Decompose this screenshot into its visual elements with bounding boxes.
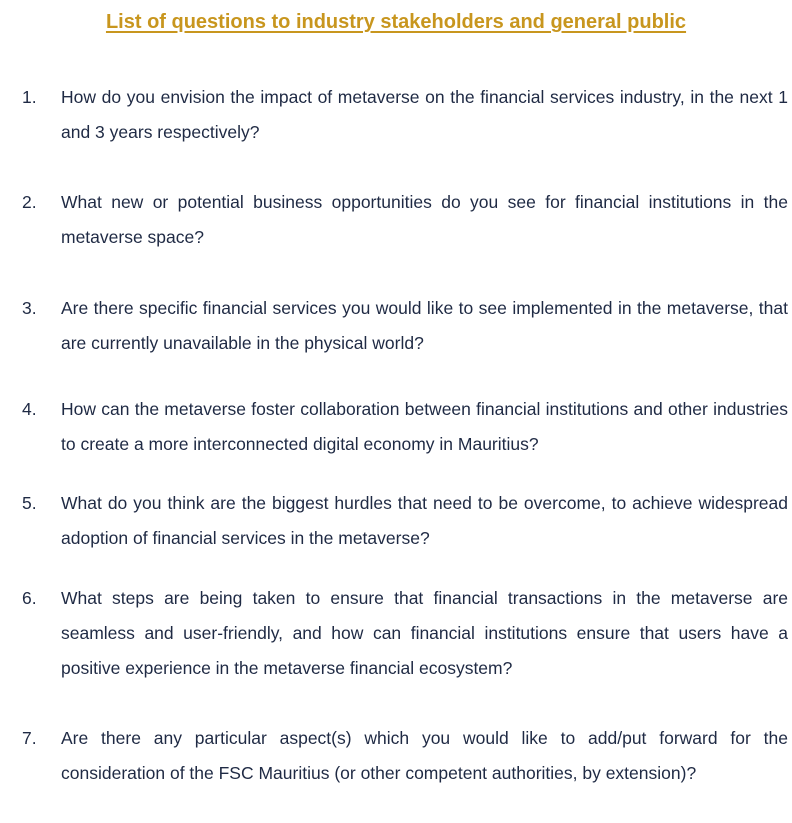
page-title: List of questions to industry stakeholders and general public [105, 11, 687, 33]
question-text: How do you envision the impact of metaverse on the financial services industry, in the next 1 and 3 years respectively? [61, 87, 788, 142]
question-text: How can the metaverse foster collaboration between financial institutions and other industries to create a more interconnected digital economy in Mauritius? [61, 399, 788, 454]
question-number: 1. [22, 87, 37, 107]
question-text: What new or potential business opportunities do you see for financial institutions in the metaverse space? [61, 192, 788, 247]
question-number: 2. [22, 192, 37, 212]
question-text: What do you think are the biggest hurdles that need to be overcome, to achieve widespread adoption of financial services in the metaverse? [61, 493, 788, 548]
question-number: 3. [22, 298, 37, 318]
question-number: 7. [22, 728, 37, 748]
question-number: 4. [22, 399, 37, 419]
question-text: What steps are being taken to ensure that financial transactions in the metaverse are seamless and user-friendly, and how can financial institutions ensure that users have a positive experience in the metaverse financial ecosystem? [61, 588, 788, 678]
question-number: 5. [22, 493, 37, 513]
question-text: Are there any particular aspect(s) which you would like to add/put forward for the consideration of the FSC Mauritius (or other competent authorities, by extension)? [61, 728, 788, 783]
question-text: Are there specific financial services you would like to see implemented in the metaverse, that are currently unavailable in the physical world? [61, 298, 788, 353]
question-number: 6. [22, 588, 37, 608]
